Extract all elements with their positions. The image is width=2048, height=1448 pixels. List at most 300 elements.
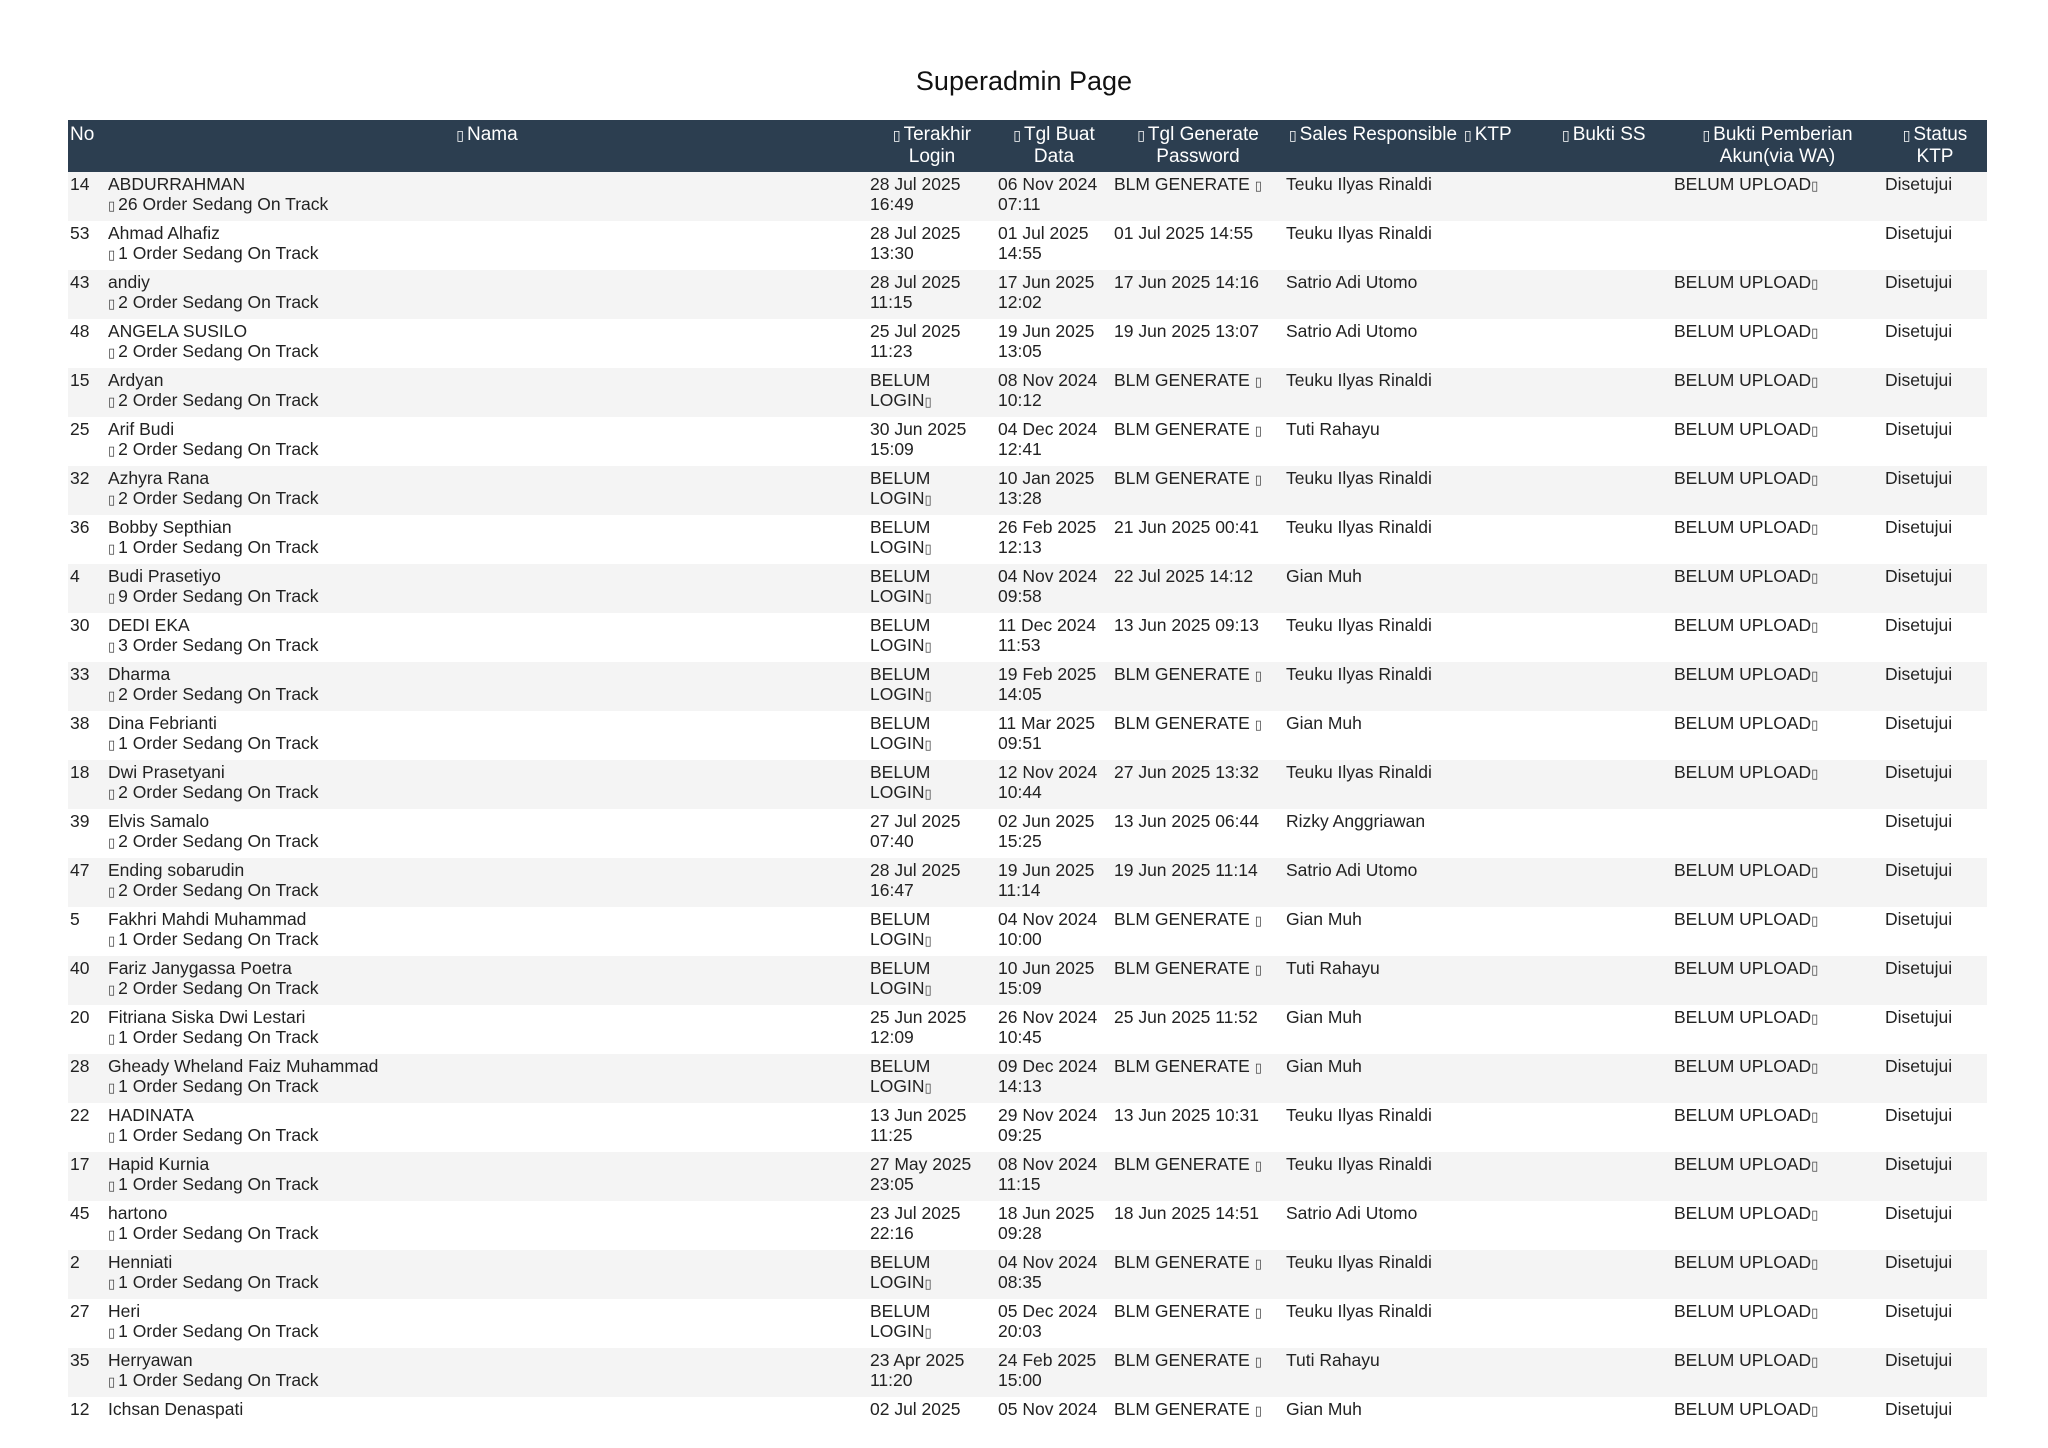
- info-icon: ▯: [1811, 864, 1819, 879]
- cell-no: 53: [68, 221, 106, 270]
- cell-terakhir-login: 27 May 2025 23:05: [868, 1152, 996, 1201]
- user-name[interactable]: Fitriana Siska Dwi Lestari: [108, 1007, 306, 1027]
- cell-nama: [106, 319, 868, 368]
- order-status: [108, 733, 866, 755]
- cell-status-ktp: Disetujui: [1883, 1054, 1987, 1103]
- cell-ktp[interactable]: [1462, 613, 1560, 662]
- user-name[interactable]: Elvis Samalo: [108, 811, 210, 831]
- cell-bukti-ss[interactable]: [1560, 1152, 1672, 1201]
- cell-ktp[interactable]: [1462, 1201, 1560, 1250]
- table-row[interactable]: [68, 221, 1987, 270]
- table-row[interactable]: [68, 417, 1987, 466]
- cell-bukti-wa[interactable]: BELUM UPLOAD▯: [1672, 662, 1883, 711]
- col-header-sales-responsible[interactable]: ▯ Sales Responsible: [1284, 120, 1462, 172]
- cell-bukti-wa[interactable]: BELUM UPLOAD▯: [1672, 711, 1883, 760]
- cell-tgl-buat-data: 05 Dec 2024 20:03: [996, 1299, 1112, 1348]
- user-name[interactable]: Hapid Kurnia: [108, 1154, 210, 1174]
- order-status: [108, 929, 866, 951]
- table-row[interactable]: [68, 809, 1987, 858]
- cell-bukti-wa[interactable]: BELUM UPLOAD▯: [1672, 1103, 1883, 1152]
- table-row[interactable]: [68, 1250, 1987, 1299]
- cell-sales: Teuku Ilyas Rinaldi: [1284, 613, 1462, 662]
- cell-bukti-ss[interactable]: [1560, 172, 1672, 221]
- cell-no: 22: [68, 1103, 106, 1152]
- info-icon: ▯: [924, 786, 932, 801]
- cell-sales: Gian Muh: [1284, 564, 1462, 613]
- info-icon: ▯: [1254, 1060, 1262, 1075]
- order-status: [108, 194, 866, 216]
- cell-ktp[interactable]: [1462, 368, 1560, 417]
- cell-ktp[interactable]: [1462, 221, 1560, 270]
- cell-bukti-ss[interactable]: [1560, 760, 1672, 809]
- info-icon: ▯: [1811, 913, 1819, 928]
- box-icon: ▯: [108, 296, 116, 311]
- table-row[interactable]: [68, 662, 1987, 711]
- cell-ktp[interactable]: [1462, 760, 1560, 809]
- cell-tgl-generate: BLM GENERATE ▯: [1112, 1348, 1284, 1397]
- cell-nama: [106, 1397, 868, 1444]
- info-icon: ▯: [1254, 423, 1262, 438]
- cell-bukti-wa[interactable]: BELUM UPLOAD▯: [1672, 613, 1883, 662]
- cell-bukti-ss[interactable]: [1560, 368, 1672, 417]
- cell-bukti-ss[interactable]: [1560, 613, 1672, 662]
- cell-bukti-ss[interactable]: [1560, 858, 1672, 907]
- order-label: Order Sedang On Track: [132, 978, 319, 998]
- table-header-row: [68, 120, 1987, 172]
- box-icon: ▯: [108, 1178, 116, 1193]
- cell-terakhir-login: 25 Jul 2025 11:23: [868, 319, 996, 368]
- user-name[interactable]: Dharma: [108, 664, 171, 684]
- cell-bukti-ss[interactable]: [1560, 1201, 1672, 1250]
- order-count: 1: [118, 733, 128, 753]
- cell-terakhir-login: BELUM LOGIN▯: [868, 907, 996, 956]
- cell-tgl-buat-data: 09 Dec 2024 14:13: [996, 1054, 1112, 1103]
- cell-nama: [106, 172, 868, 221]
- cell-no: 14: [68, 172, 106, 221]
- cell-terakhir-login: 28 Jul 2025 16:47: [868, 858, 996, 907]
- info-icon: ▯: [1254, 717, 1262, 732]
- order-count: 2: [118, 439, 128, 459]
- box-icon: ▯: [108, 198, 116, 213]
- table-row[interactable]: [68, 319, 1987, 368]
- cell-no: 35: [68, 1348, 106, 1397]
- cell-bukti-wa[interactable]: BELUM UPLOAD▯: [1672, 1054, 1883, 1103]
- col-header-bukti-ss[interactable]: ▯ Bukti SS: [1560, 120, 1672, 172]
- cell-bukti-ss[interactable]: [1560, 956, 1672, 1005]
- order-label: Order Sedang On Track: [132, 586, 319, 606]
- col-header-ktp[interactable]: ▯ KTP: [1462, 120, 1560, 172]
- table-row[interactable]: [68, 172, 1987, 221]
- cell-sales: Rizky Anggriawan: [1284, 809, 1462, 858]
- cell-bukti-wa[interactable]: BELUM UPLOAD▯: [1672, 564, 1883, 613]
- box-icon: ▯: [108, 541, 116, 556]
- cell-no: 33: [68, 662, 106, 711]
- cell-no: 25: [68, 417, 106, 466]
- order-count: 2: [118, 880, 128, 900]
- page-title: Superadmin Page: [915, 66, 1133, 96]
- info-icon: ▯: [1811, 1158, 1819, 1173]
- box-icon: ▯: [108, 1374, 116, 1389]
- user-name[interactable]: HADINATA: [108, 1105, 194, 1125]
- info-icon: ▯: [1811, 766, 1819, 781]
- cell-bukti-wa[interactable]: [1672, 221, 1883, 270]
- info-icon: ▯: [924, 492, 932, 507]
- cell-nama: [106, 1299, 868, 1348]
- user-name[interactable]: Dina Febrianti: [108, 713, 217, 733]
- cell-tgl-buat-data: 29 Nov 2024 09:25: [996, 1103, 1112, 1152]
- cell-tgl-generate: 18 Jun 2025 14:51: [1112, 1201, 1284, 1250]
- cell-ktp[interactable]: [1462, 515, 1560, 564]
- table-row[interactable]: [68, 515, 1987, 564]
- user-name[interactable]: Dwi Prasetyani: [108, 762, 225, 782]
- cell-tgl-buat-data: 12 Nov 2024 10:44: [996, 760, 1112, 809]
- cell-nama: [106, 711, 868, 760]
- info-icon: ▯: [1811, 325, 1819, 340]
- user-name[interactable]: Ardyan: [108, 370, 164, 390]
- user-name[interactable]: DEDI EKA: [108, 615, 190, 635]
- table-row[interactable]: [68, 1348, 1987, 1397]
- user-name[interactable]: Herryawan: [108, 1350, 193, 1370]
- order-label: Order Sedang On Track: [132, 292, 319, 312]
- cell-bukti-wa[interactable]: BELUM UPLOAD▯: [1672, 368, 1883, 417]
- cell-ktp[interactable]: [1462, 1299, 1560, 1348]
- table-row[interactable]: [68, 956, 1987, 1005]
- cell-ktp[interactable]: [1462, 711, 1560, 760]
- info-icon: ▯: [924, 590, 932, 605]
- user-name[interactable]: Ahmad Alhafiz: [108, 223, 220, 243]
- cell-no: 17: [68, 1152, 106, 1201]
- cell-bukti-wa[interactable]: [1672, 809, 1883, 858]
- sort-icon: ▯: [892, 127, 901, 143]
- cell-ktp[interactable]: [1462, 858, 1560, 907]
- order-label: Order Sedang On Track: [132, 488, 319, 508]
- cell-bukti-ss[interactable]: [1560, 515, 1672, 564]
- cell-tgl-buat-data: 04 Nov 2024 08:35: [996, 1250, 1112, 1299]
- table-row[interactable]: [68, 858, 1987, 907]
- cell-ktp[interactable]: [1462, 1250, 1560, 1299]
- cell-tgl-generate: BLM GENERATE ▯: [1112, 466, 1284, 515]
- cell-bukti-ss[interactable]: [1560, 1348, 1672, 1397]
- cell-terakhir-login: BELUM LOGIN▯: [868, 1299, 996, 1348]
- info-icon: ▯: [1254, 962, 1262, 977]
- cell-sales: Teuku Ilyas Rinaldi: [1284, 1103, 1462, 1152]
- cell-status-ktp: Disetujui: [1883, 1103, 1987, 1152]
- cell-nama: [106, 466, 868, 515]
- table-row[interactable]: [68, 1005, 1987, 1054]
- cell-bukti-wa[interactable]: BELUM UPLOAD▯: [1672, 417, 1883, 466]
- info-icon: ▯: [1811, 276, 1819, 291]
- cell-ktp[interactable]: [1462, 1005, 1560, 1054]
- order-label: Order Sedang On Track: [132, 782, 319, 802]
- cell-bukti-ss[interactable]: [1560, 662, 1672, 711]
- cell-bukti-wa[interactable]: BELUM UPLOAD▯: [1672, 760, 1883, 809]
- cell-sales: Teuku Ilyas Rinaldi: [1284, 515, 1462, 564]
- user-name[interactable]: Henniati: [108, 1252, 173, 1272]
- sort-icon: ▯: [1702, 127, 1711, 143]
- table-row[interactable]: [68, 613, 1987, 662]
- table-row[interactable]: [68, 1054, 1987, 1103]
- table-row[interactable]: [68, 711, 1987, 760]
- cell-no: 45: [68, 1201, 106, 1250]
- table-row[interactable]: [68, 564, 1987, 613]
- cell-bukti-ss[interactable]: [1560, 221, 1672, 270]
- cell-nama: [106, 221, 868, 270]
- sort-icon: ▯: [456, 127, 465, 143]
- col-header-bukti-pemberian-akun[interactable]: ▯ Bukti Pemberian Akun(via WA): [1672, 120, 1883, 172]
- cell-ktp[interactable]: [1462, 417, 1560, 466]
- cell-ktp[interactable]: [1462, 1152, 1560, 1201]
- user-name[interactable]: andiy: [108, 272, 150, 292]
- table-row[interactable]: [68, 1299, 1987, 1348]
- cell-terakhir-login: BELUM LOGIN▯: [868, 466, 996, 515]
- order-count: 2: [118, 292, 128, 312]
- cell-bukti-ss[interactable]: [1560, 1005, 1672, 1054]
- order-count: 1: [118, 1370, 128, 1390]
- cell-no: 36: [68, 515, 106, 564]
- user-name[interactable]: Gheady Wheland Faiz Muhammad: [108, 1056, 379, 1076]
- cell-bukti-ss[interactable]: [1560, 1054, 1672, 1103]
- cell-tgl-buat-data: 06 Nov 2024 07:11: [996, 172, 1112, 221]
- sort-icon: ▯: [1562, 127, 1570, 143]
- order-status: [108, 243, 866, 265]
- box-icon: ▯: [108, 394, 116, 409]
- cell-nama: [106, 858, 868, 907]
- col-header-status-ktp[interactable]: ▯ Status KTP: [1883, 120, 1987, 172]
- cell-ktp[interactable]: [1462, 270, 1560, 319]
- user-name[interactable]: Ending sobarudin: [108, 860, 245, 880]
- box-icon: ▯: [108, 933, 116, 948]
- cell-nama: [106, 1005, 868, 1054]
- col-header-terakhir-login[interactable]: ▯ Terakhir Login: [868, 120, 996, 172]
- cell-bukti-ss[interactable]: [1560, 907, 1672, 956]
- cell-bukti-ss[interactable]: [1560, 711, 1672, 760]
- cell-tgl-buat-data: 17 Jun 2025 12:02: [996, 270, 1112, 319]
- table-row[interactable]: [68, 1201, 1987, 1250]
- cell-bukti-wa[interactable]: BELUM UPLOAD▯: [1672, 319, 1883, 368]
- info-icon: ▯: [1254, 1256, 1262, 1271]
- table-row[interactable]: [68, 1103, 1987, 1152]
- cell-bukti-ss[interactable]: [1560, 1299, 1672, 1348]
- order-status: [108, 831, 866, 853]
- order-count: 9: [118, 586, 128, 606]
- order-status: [108, 684, 866, 706]
- cell-tgl-generate: 13 Jun 2025 06:44: [1112, 809, 1284, 858]
- cell-bukti-ss[interactable]: [1560, 319, 1672, 368]
- cell-ktp[interactable]: [1462, 466, 1560, 515]
- cell-ktp[interactable]: [1462, 1348, 1560, 1397]
- order-status: [108, 1370, 866, 1392]
- info-icon: ▯: [1811, 1305, 1819, 1320]
- cell-ktp[interactable]: [1462, 1397, 1560, 1444]
- cell-bukti-wa[interactable]: BELUM UPLOAD▯: [1672, 956, 1883, 1005]
- order-label: Order Sedang On Track: [132, 1370, 319, 1390]
- cell-bukti-wa[interactable]: BELUM UPLOAD▯: [1672, 1250, 1883, 1299]
- cell-tgl-generate: 19 Jun 2025 13:07: [1112, 319, 1284, 368]
- order-label: Order Sedang On Track: [132, 243, 319, 263]
- cell-tgl-generate: BLM GENERATE ▯: [1112, 956, 1284, 1005]
- box-icon: ▯: [108, 1276, 116, 1291]
- order-status: [108, 1223, 866, 1245]
- order-count: 2: [118, 978, 128, 998]
- cell-ktp[interactable]: [1462, 1054, 1560, 1103]
- box-icon: ▯: [108, 443, 116, 458]
- order-status: [108, 1125, 866, 1147]
- order-label: Order Sedang On Track: [132, 1076, 319, 1096]
- info-icon: ▯: [924, 541, 932, 556]
- info-icon: ▯: [1254, 1354, 1262, 1369]
- table-row[interactable]: [68, 1152, 1987, 1201]
- order-label: Order Sedang On Track: [132, 439, 319, 459]
- info-icon: ▯: [924, 394, 932, 409]
- order-count: 3: [118, 635, 128, 655]
- box-icon: ▯: [108, 1227, 116, 1242]
- info-icon: ▯: [1811, 1060, 1819, 1075]
- cell-tgl-generate: BLM GENERATE ▯: [1112, 1250, 1284, 1299]
- col-header-no[interactable]: No: [68, 120, 106, 172]
- order-label: Order Sedang On Track: [132, 537, 319, 557]
- user-name[interactable]: Ichsan Denaspati: [108, 1399, 244, 1419]
- order-label: Order Sedang On Track: [132, 929, 319, 949]
- cell-sales: Gian Muh: [1284, 907, 1462, 956]
- order-count: 2: [118, 390, 128, 410]
- cell-no: 47: [68, 858, 106, 907]
- table-row[interactable]: [68, 368, 1987, 417]
- cell-tgl-buat-data: 04 Dec 2024 12:41: [996, 417, 1112, 466]
- cell-tgl-buat-data: 24 Feb 2025 15:00: [996, 1348, 1112, 1397]
- col-header-tgl-generate-password[interactable]: ▯ Tgl Generate Password: [1112, 120, 1284, 172]
- cell-tgl-generate: 27 Jun 2025 13:32: [1112, 760, 1284, 809]
- user-name[interactable]: Fariz Janygassa Poetra: [108, 958, 292, 978]
- order-count: 1: [118, 1321, 128, 1341]
- cell-sales: Teuku Ilyas Rinaldi: [1284, 1250, 1462, 1299]
- cell-bukti-wa[interactable]: BELUM UPLOAD▯: [1672, 515, 1883, 564]
- cell-tgl-buat-data: 01 Jul 2025 14:55: [996, 221, 1112, 270]
- user-name[interactable]: Bobby Septhian: [108, 517, 232, 537]
- info-icon: ▯: [1811, 619, 1819, 634]
- cell-ktp[interactable]: [1462, 907, 1560, 956]
- order-count: 1: [118, 1223, 128, 1243]
- cell-tgl-buat-data: 19 Jun 2025 13:05: [996, 319, 1112, 368]
- box-icon: ▯: [108, 1080, 116, 1095]
- cell-bukti-ss[interactable]: [1560, 417, 1672, 466]
- order-label: Order Sedang On Track: [132, 880, 319, 900]
- cell-sales: Satrio Adi Utomo: [1284, 319, 1462, 368]
- cell-tgl-buat-data: 02 Jun 2025 15:25: [996, 809, 1112, 858]
- cell-bukti-ss[interactable]: [1560, 1397, 1672, 1444]
- cell-bukti-wa[interactable]: BELUM UPLOAD▯: [1672, 1299, 1883, 1348]
- table-row[interactable]: [68, 270, 1987, 319]
- cell-bukti-ss[interactable]: [1560, 809, 1672, 858]
- cell-terakhir-login: 27 Jul 2025 07:40: [868, 809, 996, 858]
- user-name[interactable]: ANGELA SUSILO: [108, 321, 248, 341]
- cell-bukti-wa[interactable]: BELUM UPLOAD▯: [1672, 1397, 1883, 1444]
- user-name[interactable]: Heri: [108, 1301, 141, 1321]
- order-status: [108, 635, 866, 657]
- info-icon: ▯: [924, 688, 932, 703]
- cell-bukti-wa[interactable]: BELUM UPLOAD▯: [1672, 858, 1883, 907]
- order-label: Order Sedang On Track: [142, 194, 329, 214]
- cell-bukti-wa[interactable]: BELUM UPLOAD▯: [1672, 172, 1883, 221]
- order-count: 1: [118, 1272, 128, 1292]
- cell-tgl-generate: 13 Jun 2025 10:31: [1112, 1103, 1284, 1152]
- cell-tgl-generate: BLM GENERATE ▯: [1112, 1054, 1284, 1103]
- cell-bukti-wa[interactable]: BELUM UPLOAD▯: [1672, 466, 1883, 515]
- cell-bukti-wa[interactable]: BELUM UPLOAD▯: [1672, 270, 1883, 319]
- cell-ktp[interactable]: [1462, 809, 1560, 858]
- cell-sales: Gian Muh: [1284, 1054, 1462, 1103]
- cell-ktp[interactable]: [1462, 172, 1560, 221]
- order-label: Order Sedang On Track: [132, 1027, 319, 1047]
- cell-ktp[interactable]: [1462, 564, 1560, 613]
- cell-bukti-wa[interactable]: BELUM UPLOAD▯: [1672, 1348, 1883, 1397]
- cell-bukti-ss[interactable]: [1560, 564, 1672, 613]
- table-row[interactable]: [68, 466, 1987, 515]
- order-count: 2: [118, 831, 128, 851]
- cell-bukti-ss[interactable]: [1560, 270, 1672, 319]
- cell-sales: Gian Muh: [1284, 1397, 1462, 1444]
- user-name[interactable]: Azhyra Rana: [108, 468, 210, 488]
- col-header-tgl-buat-data[interactable]: ▯ Tgl Buat Data: [996, 120, 1112, 172]
- cell-tgl-buat-data: 18 Jun 2025 09:28: [996, 1201, 1112, 1250]
- cell-no: 2: [68, 1250, 106, 1299]
- table-row[interactable]: [68, 907, 1987, 956]
- cell-bukti-ss[interactable]: [1560, 466, 1672, 515]
- cell-bukti-ss[interactable]: [1560, 1250, 1672, 1299]
- cell-status-ktp: Disetujui: [1883, 1397, 1987, 1444]
- cell-tgl-generate: 22 Jul 2025 14:12: [1112, 564, 1284, 613]
- order-label: Order Sedang On Track: [132, 733, 319, 753]
- cell-ktp[interactable]: [1462, 319, 1560, 368]
- sort-icon: ▯: [1464, 127, 1472, 143]
- cell-tgl-generate: BLM GENERATE ▯: [1112, 172, 1284, 221]
- cell-bukti-wa[interactable]: BELUM UPLOAD▯: [1672, 1005, 1883, 1054]
- user-name[interactable]: Budi Prasetiyo: [108, 566, 221, 586]
- cell-ktp[interactable]: [1462, 662, 1560, 711]
- cell-bukti-wa[interactable]: BELUM UPLOAD▯: [1672, 1201, 1883, 1250]
- cell-ktp[interactable]: [1462, 956, 1560, 1005]
- info-icon: ▯: [924, 1325, 932, 1340]
- order-count: 1: [118, 1174, 128, 1194]
- cell-tgl-buat-data: 11 Mar 2025 09:51: [996, 711, 1112, 760]
- sort-icon: ▯: [1288, 127, 1297, 143]
- user-name[interactable]: Arif Budi: [108, 419, 175, 439]
- cell-nama: [106, 760, 868, 809]
- cell-nama: [106, 613, 868, 662]
- order-status: [108, 1027, 866, 1049]
- cell-tgl-buat-data: 19 Jun 2025 11:14: [996, 858, 1112, 907]
- info-icon: ▯: [1811, 1207, 1819, 1222]
- table-row[interactable]: [68, 760, 1987, 809]
- cell-bukti-wa[interactable]: BELUM UPLOAD▯: [1672, 907, 1883, 956]
- info-icon: ▯: [1811, 962, 1819, 977]
- col-header-nama[interactable]: ▯ Nama: [106, 120, 868, 172]
- cell-bukti-wa[interactable]: BELUM UPLOAD▯: [1672, 1152, 1883, 1201]
- cell-bukti-ss[interactable]: [1560, 1103, 1672, 1152]
- box-icon: ▯: [108, 884, 116, 899]
- cell-no: 18: [68, 760, 106, 809]
- user-name[interactable]: ABDURRAHMAN: [108, 174, 246, 194]
- cell-status-ktp: Disetujui: [1883, 1250, 1987, 1299]
- cell-nama: [106, 1152, 868, 1201]
- sort-icon: ▯: [1013, 127, 1021, 143]
- cell-ktp[interactable]: [1462, 1103, 1560, 1152]
- user-name[interactable]: Fakhri Mahdi Muhammad: [108, 909, 307, 929]
- cell-status-ktp: Disetujui: [1883, 1201, 1987, 1250]
- user-name[interactable]: hartono: [108, 1203, 168, 1223]
- table-row[interactable]: [68, 1397, 1987, 1444]
- order-status: [108, 586, 866, 608]
- order-status: [108, 488, 866, 510]
